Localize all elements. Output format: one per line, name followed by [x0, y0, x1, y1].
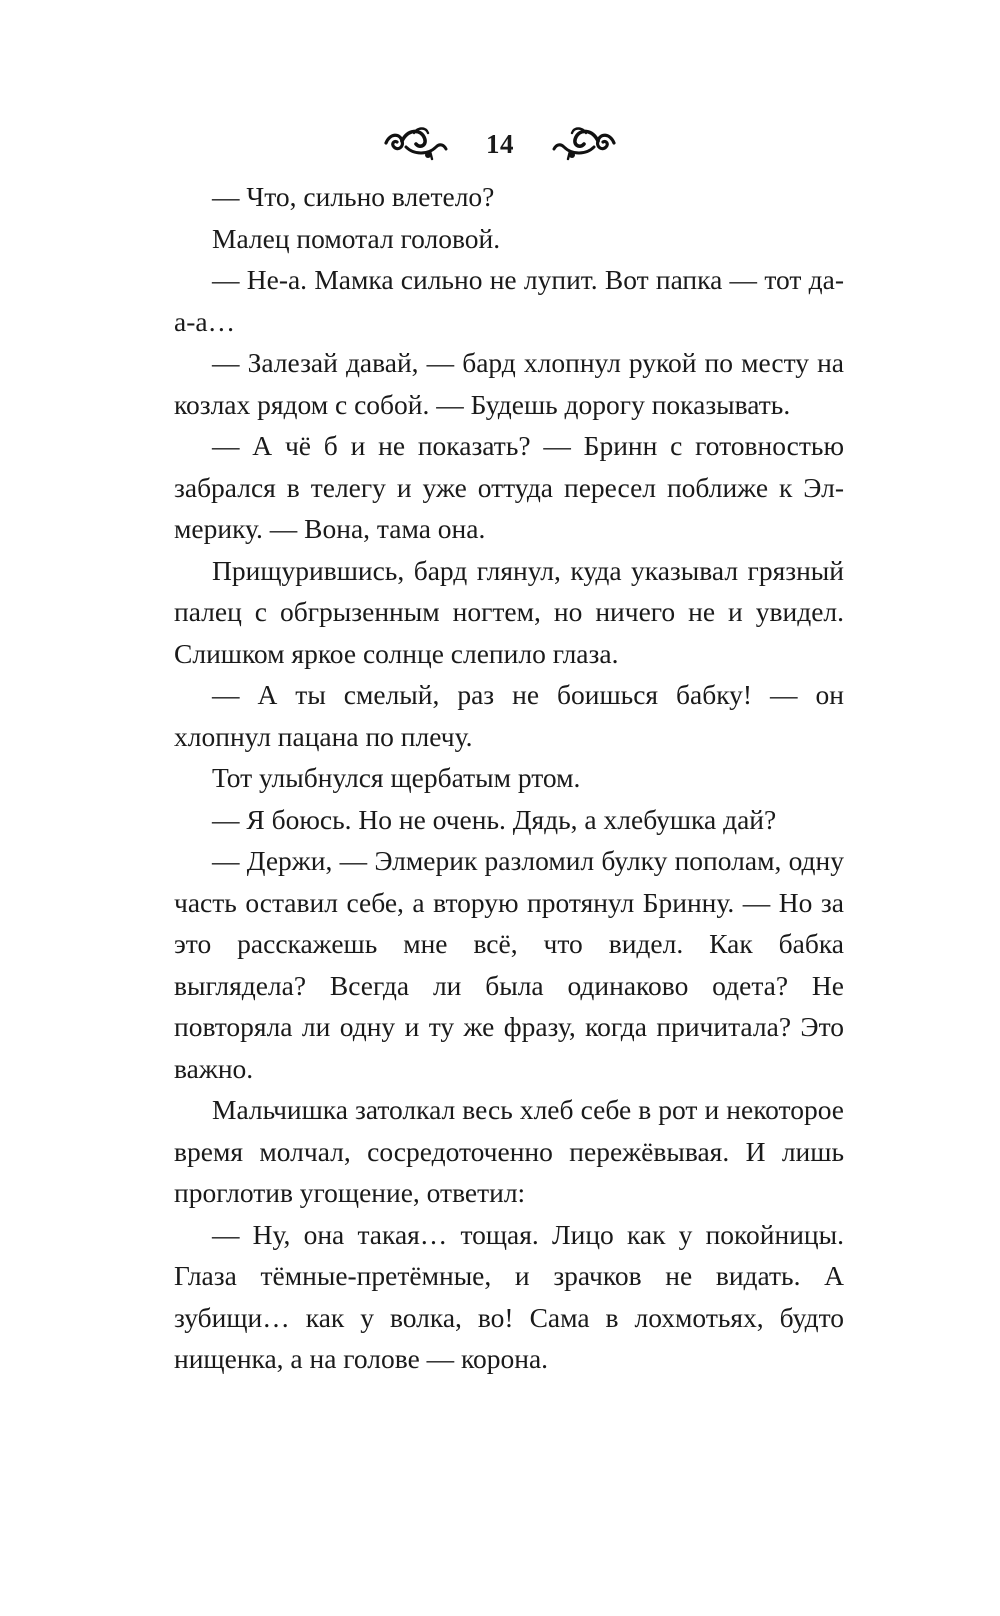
paragraph: Мальчишка затолкал весь хлеб себе в рот и некоторое время молчал, сосредоточенно пережёвывая. И лишь проглотив угощение, ответил: — [174, 1094, 844, 1208]
paragraph: — А чё б и не показать? — Бринн с готовностью забрался в телегу и уже оттуда пересел поближе к Элмерику. — Вона, тама она. — [174, 430, 844, 544]
page-header — [0, 118, 1000, 170]
paragraph: — Держи, — Элмерик разломил булку пополам, одну часть оставил себе, а вторую протянул Бринну. — Но за это расскажешь мне всё, что видел. Как бабка выглядела? Всегда ли была одинаково одета? Не повторяла ли одну и ту же фразу, когда причитала? Это важно. — [174, 845, 844, 1084]
page-number: 14 — [486, 128, 514, 159]
left-flourish-ornament-icon — [384, 125, 448, 163]
paragraph: — А ты смелый, раз не боишься бабку! — он хлопнул пацана по плечу. — [174, 679, 844, 752]
paragraph: — Ну, она такая… тощая. Лицо как у покойницы. Глаза тёмные-претёмные, и зрачков не видать. А зубищи… как у волка, во! Сама в лохмотьях, будто нищенка, а на голове — корона. — [174, 1218, 844, 1374]
paragraph: Прищурившись, бард глянул, куда указывал грязный палец с обгрызенным ногтем, но ничего не и увидел. Слишком яркое солнце слепило глаза. — [174, 554, 844, 669]
paragraph: — Залезай давай, — бард хлопнул рукой по месту на козлах рядом с собой. — Будешь дорогу показывать. — [174, 347, 844, 420]
paragraph: Малец помотал головой. — [212, 222, 501, 254]
paragraph: Тот улыбнулся щербатым ртом. — [212, 762, 581, 793]
paragraph: — Не-а. Мамка сильно не лупит. Вот папка — тот да-а-а… — [174, 264, 844, 337]
page-text-body — [174, 176, 844, 1380]
right-flourish-ornament-icon — [552, 125, 616, 163]
paragraph: — Что, сильно влетело? — [212, 181, 495, 212]
paragraph: — Я боюсь. Но не очень. Дядь, а хлебушка дай? — [212, 803, 777, 835]
